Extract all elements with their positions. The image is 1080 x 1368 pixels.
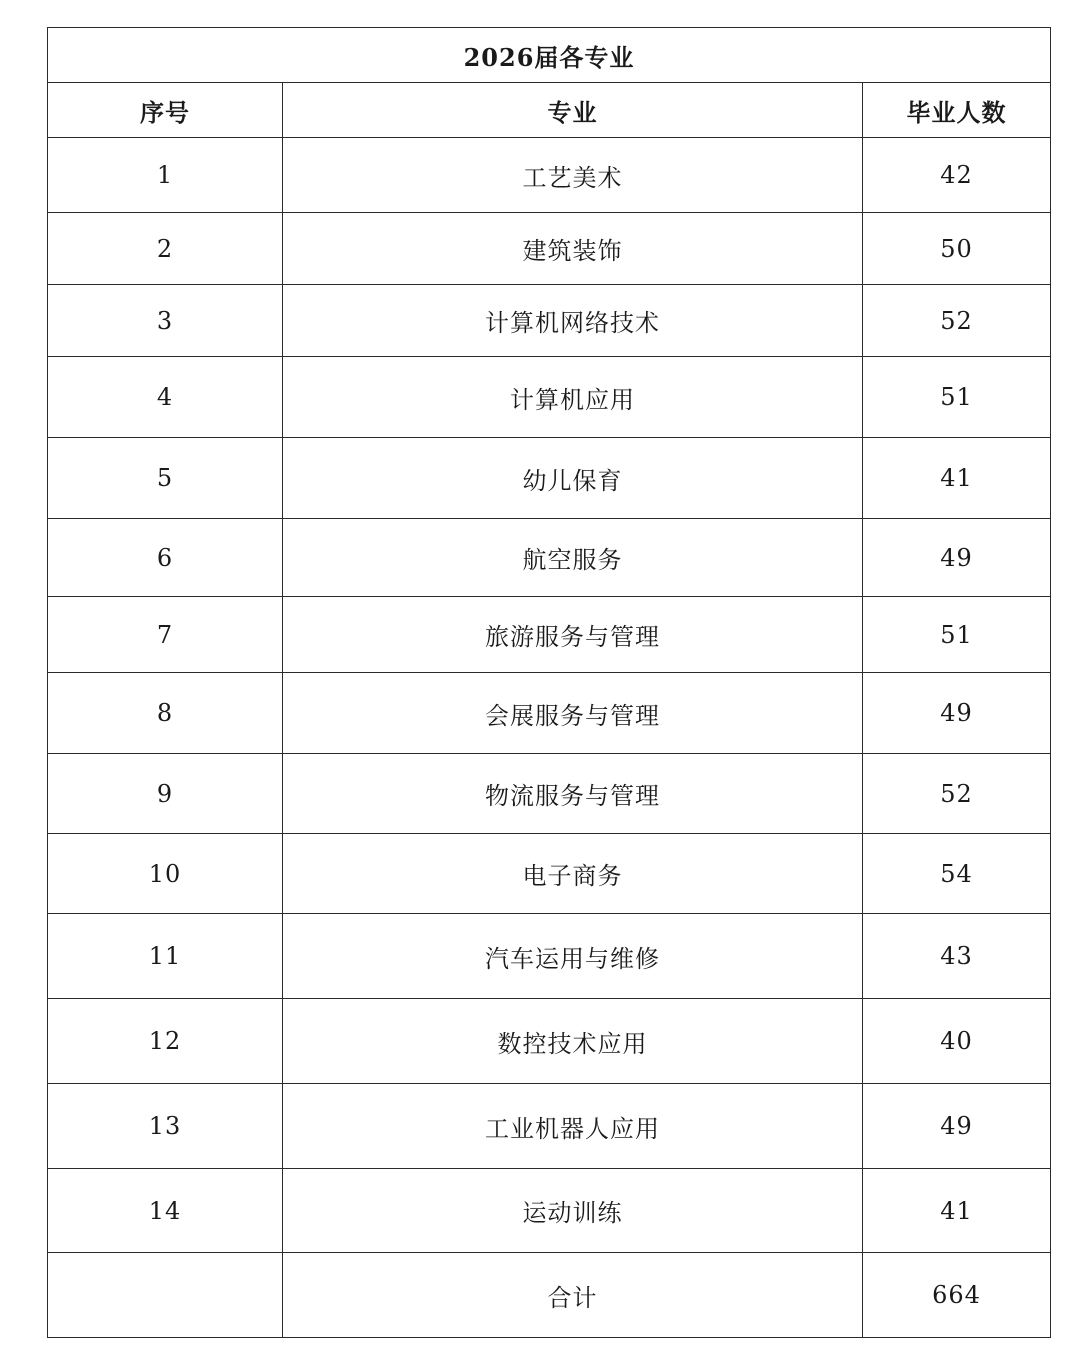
row-major: 建筑装饰 <box>283 213 863 285</box>
total-index <box>48 1253 283 1338</box>
row-index: 5 <box>48 438 283 519</box>
total-count: 664 <box>863 1253 1051 1338</box>
table-row <box>48 213 1051 285</box>
table-header-row <box>48 83 1051 138</box>
row-major: 会展服务与管理 <box>283 673 863 754</box>
row-major: 物流服务与管理 <box>283 754 863 834</box>
row-count: 54 <box>863 834 1051 914</box>
table-row <box>48 285 1051 357</box>
row-index: 7 <box>48 597 283 673</box>
header-count: 毕业人数 <box>863 83 1051 138</box>
table-row <box>48 673 1051 754</box>
row-index: 6 <box>48 519 283 597</box>
row-index: 9 <box>48 754 283 834</box>
row-index: 2 <box>48 213 283 285</box>
table-title: 2026届各专业 <box>48 28 1051 83</box>
row-major: 电子商务 <box>283 834 863 914</box>
row-major: 幼儿保育 <box>283 438 863 519</box>
row-count: 50 <box>863 213 1051 285</box>
table-row <box>48 438 1051 519</box>
table-row <box>48 519 1051 597</box>
table-row <box>48 357 1051 438</box>
row-index: 1 <box>48 138 283 213</box>
row-index: 8 <box>48 673 283 754</box>
row-count: 41 <box>863 1169 1051 1253</box>
table-row <box>48 138 1051 213</box>
row-index: 11 <box>48 914 283 999</box>
row-index: 12 <box>48 999 283 1084</box>
table-row <box>48 1084 1051 1169</box>
row-count: 52 <box>863 754 1051 834</box>
table-title-row <box>48 28 1051 83</box>
row-major: 计算机网络技术 <box>283 285 863 357</box>
row-index: 3 <box>48 285 283 357</box>
total-row <box>48 1253 1051 1338</box>
row-count: 51 <box>863 597 1051 673</box>
row-major: 工业机器人应用 <box>283 1084 863 1169</box>
row-count: 49 <box>863 1084 1051 1169</box>
row-count: 42 <box>863 138 1051 213</box>
row-major: 航空服务 <box>283 519 863 597</box>
row-count: 49 <box>863 519 1051 597</box>
row-major: 汽车运用与维修 <box>283 914 863 999</box>
header-major: 专业 <box>283 83 863 138</box>
row-index: 14 <box>48 1169 283 1253</box>
table-row <box>48 1169 1051 1253</box>
row-count: 40 <box>863 999 1051 1084</box>
row-index: 10 <box>48 834 283 914</box>
table-row <box>48 914 1051 999</box>
graduates-table <box>47 27 1051 1338</box>
row-count: 41 <box>863 438 1051 519</box>
row-major: 工艺美术 <box>283 138 863 213</box>
table-row <box>48 999 1051 1084</box>
row-major: 数控技术应用 <box>283 999 863 1084</box>
row-index: 13 <box>48 1084 283 1169</box>
row-major: 旅游服务与管理 <box>283 597 863 673</box>
total-label: 合计 <box>283 1253 863 1338</box>
row-count: 51 <box>863 357 1051 438</box>
row-count: 52 <box>863 285 1051 357</box>
table-row <box>48 754 1051 834</box>
row-count: 43 <box>863 914 1051 999</box>
table-row <box>48 834 1051 914</box>
row-major: 计算机应用 <box>283 357 863 438</box>
table-row <box>48 597 1051 673</box>
row-index: 4 <box>48 357 283 438</box>
header-index: 序号 <box>48 83 283 138</box>
row-count: 49 <box>863 673 1051 754</box>
row-major: 运动训练 <box>283 1169 863 1253</box>
